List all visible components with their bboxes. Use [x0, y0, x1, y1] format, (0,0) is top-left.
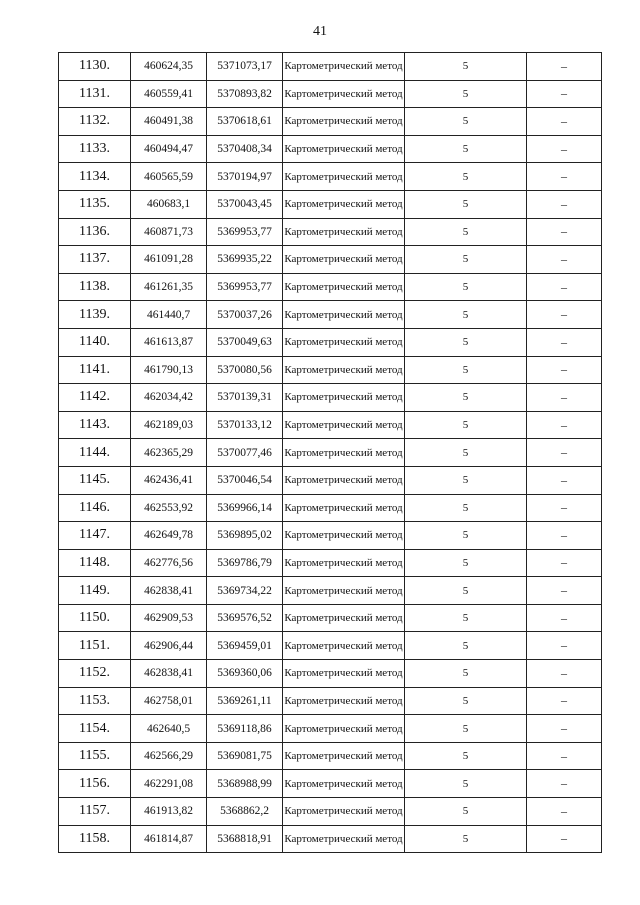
x-coordinate-cell: 461613,87	[131, 328, 207, 356]
accuracy-cell: 5	[405, 522, 527, 550]
method-cell: Картометрический метод	[283, 273, 405, 301]
note-cell: –	[527, 522, 602, 550]
point-number-cell: 1135.	[59, 190, 131, 218]
accuracy-cell: 5	[405, 770, 527, 798]
point-number-cell: 1153.	[59, 687, 131, 715]
method-cell: Картометрический метод	[283, 218, 405, 246]
table-row	[59, 163, 602, 191]
point-number-cell: 1132.	[59, 108, 131, 136]
table-row	[59, 632, 602, 660]
accuracy-cell: 5	[405, 660, 527, 688]
x-coordinate-cell: 462365,29	[131, 439, 207, 467]
method-cell: Картометрический метод	[283, 494, 405, 522]
accuracy-cell: 5	[405, 163, 527, 191]
accuracy-cell: 5	[405, 825, 527, 853]
accuracy-cell: 5	[405, 328, 527, 356]
point-number-cell: 1147.	[59, 522, 131, 550]
method-cell: Картометрический метод	[283, 687, 405, 715]
method-cell: Картометрический метод	[283, 328, 405, 356]
accuracy-cell: 5	[405, 742, 527, 770]
accuracy-cell: 5	[405, 190, 527, 218]
x-coordinate-cell: 462906,44	[131, 632, 207, 660]
table-row	[59, 328, 602, 356]
note-cell: –	[527, 246, 602, 274]
x-coordinate-cell: 460565,59	[131, 163, 207, 191]
page-number: 41	[313, 24, 327, 39]
x-coordinate-cell: 460494,47	[131, 135, 207, 163]
y-coordinate-cell: 5369966,14	[207, 494, 283, 522]
x-coordinate-cell: 461814,87	[131, 825, 207, 853]
y-coordinate-cell: 5370037,26	[207, 301, 283, 329]
accuracy-cell: 5	[405, 80, 527, 108]
point-number-cell: 1145.	[59, 466, 131, 494]
note-cell: –	[527, 163, 602, 191]
accuracy-cell: 5	[405, 108, 527, 136]
point-number-cell: 1143.	[59, 411, 131, 439]
accuracy-cell: 5	[405, 632, 527, 660]
accuracy-cell: 5	[405, 439, 527, 467]
point-number-cell: 1152.	[59, 660, 131, 688]
point-number-cell: 1133.	[59, 135, 131, 163]
x-coordinate-cell: 462649,78	[131, 522, 207, 550]
point-number-cell: 1137.	[59, 246, 131, 274]
method-cell: Картометрический метод	[283, 53, 405, 81]
table-row	[59, 384, 602, 412]
table-row	[59, 246, 602, 274]
x-coordinate-cell: 462758,01	[131, 687, 207, 715]
method-cell: Картометрический метод	[283, 108, 405, 136]
y-coordinate-cell: 5369786,79	[207, 549, 283, 577]
note-cell: –	[527, 660, 602, 688]
note-cell: –	[527, 53, 602, 81]
method-cell: Картометрический метод	[283, 163, 405, 191]
table-row	[59, 80, 602, 108]
note-cell: –	[527, 798, 602, 826]
x-coordinate-cell: 462909,53	[131, 604, 207, 632]
method-cell: Картометрический метод	[283, 825, 405, 853]
method-cell: Картометрический метод	[283, 660, 405, 688]
table-row	[59, 494, 602, 522]
point-number-cell: 1157.	[59, 798, 131, 826]
x-coordinate-cell: 461913,82	[131, 798, 207, 826]
x-coordinate-cell: 462436,41	[131, 466, 207, 494]
accuracy-cell: 5	[405, 549, 527, 577]
y-coordinate-cell: 5369118,86	[207, 715, 283, 743]
accuracy-cell: 5	[405, 715, 527, 743]
point-number-cell: 1140.	[59, 328, 131, 356]
y-coordinate-cell: 5368818,91	[207, 825, 283, 853]
method-cell: Картометрический метод	[283, 798, 405, 826]
table-row	[59, 715, 602, 743]
accuracy-cell: 5	[405, 577, 527, 605]
method-cell: Картометрический метод	[283, 135, 405, 163]
accuracy-cell: 5	[405, 135, 527, 163]
accuracy-cell: 5	[405, 218, 527, 246]
accuracy-cell: 5	[405, 687, 527, 715]
x-coordinate-cell: 462189,03	[131, 411, 207, 439]
note-cell: –	[527, 190, 602, 218]
note-cell: –	[527, 466, 602, 494]
method-cell: Картометрический метод	[283, 301, 405, 329]
coordinates-table	[58, 52, 602, 853]
y-coordinate-cell: 5369953,77	[207, 273, 283, 301]
accuracy-cell: 5	[405, 246, 527, 274]
note-cell: –	[527, 108, 602, 136]
x-coordinate-cell: 460491,38	[131, 108, 207, 136]
method-cell: Картометрический метод	[283, 80, 405, 108]
y-coordinate-cell: 5369261,11	[207, 687, 283, 715]
method-cell: Картометрический метод	[283, 190, 405, 218]
point-number-cell: 1138.	[59, 273, 131, 301]
method-cell: Картометрический метод	[283, 549, 405, 577]
accuracy-cell: 5	[405, 466, 527, 494]
accuracy-cell: 5	[405, 494, 527, 522]
accuracy-cell: 5	[405, 301, 527, 329]
y-coordinate-cell: 5368988,99	[207, 770, 283, 798]
x-coordinate-cell: 462640,5	[131, 715, 207, 743]
point-number-cell: 1148.	[59, 549, 131, 577]
note-cell: –	[527, 301, 602, 329]
note-cell: –	[527, 411, 602, 439]
note-cell: –	[527, 80, 602, 108]
note-cell: –	[527, 439, 602, 467]
method-cell: Картометрический метод	[283, 577, 405, 605]
point-number-cell: 1144.	[59, 439, 131, 467]
point-number-cell: 1149.	[59, 577, 131, 605]
table-row	[59, 439, 602, 467]
point-number-cell: 1130.	[59, 53, 131, 81]
y-coordinate-cell: 5370043,45	[207, 190, 283, 218]
point-number-cell: 1158.	[59, 825, 131, 853]
point-number-cell: 1136.	[59, 218, 131, 246]
method-cell: Картометрический метод	[283, 742, 405, 770]
method-cell: Картометрический метод	[283, 632, 405, 660]
note-cell: –	[527, 356, 602, 384]
table-row	[59, 522, 602, 550]
x-coordinate-cell: 462553,92	[131, 494, 207, 522]
y-coordinate-cell: 5370080,56	[207, 356, 283, 384]
x-coordinate-cell: 461440,7	[131, 301, 207, 329]
table-row	[59, 411, 602, 439]
note-cell: –	[527, 549, 602, 577]
x-coordinate-cell: 460683,1	[131, 190, 207, 218]
accuracy-cell: 5	[405, 273, 527, 301]
accuracy-cell: 5	[405, 384, 527, 412]
accuracy-cell: 5	[405, 411, 527, 439]
note-cell: –	[527, 384, 602, 412]
y-coordinate-cell: 5368862,2	[207, 798, 283, 826]
method-cell: Картометрический метод	[283, 770, 405, 798]
note-cell: –	[527, 632, 602, 660]
method-cell: Картометрический метод	[283, 384, 405, 412]
x-coordinate-cell: 461790,13	[131, 356, 207, 384]
table-row	[59, 356, 602, 384]
table-row	[59, 549, 602, 577]
method-cell: Картометрический метод	[283, 715, 405, 743]
y-coordinate-cell: 5369081,75	[207, 742, 283, 770]
point-number-cell: 1142.	[59, 384, 131, 412]
y-coordinate-cell: 5369459,01	[207, 632, 283, 660]
note-cell: –	[527, 328, 602, 356]
point-number-cell: 1155.	[59, 742, 131, 770]
note-cell: –	[527, 715, 602, 743]
y-coordinate-cell: 5370133,12	[207, 411, 283, 439]
table-row	[59, 687, 602, 715]
point-number-cell: 1134.	[59, 163, 131, 191]
y-coordinate-cell: 5370408,34	[207, 135, 283, 163]
x-coordinate-cell: 462838,41	[131, 660, 207, 688]
table-row	[59, 108, 602, 136]
table-row	[59, 604, 602, 632]
y-coordinate-cell: 5371073,17	[207, 53, 283, 81]
y-coordinate-cell: 5369360,06	[207, 660, 283, 688]
table-row	[59, 770, 602, 798]
x-coordinate-cell: 462291,08	[131, 770, 207, 798]
y-coordinate-cell: 5369734,22	[207, 577, 283, 605]
y-coordinate-cell: 5370618,61	[207, 108, 283, 136]
y-coordinate-cell: 5370049,63	[207, 328, 283, 356]
accuracy-cell: 5	[405, 798, 527, 826]
table-row	[59, 798, 602, 826]
table-row	[59, 825, 602, 853]
note-cell: –	[527, 604, 602, 632]
point-number-cell: 1131.	[59, 80, 131, 108]
table-row	[59, 190, 602, 218]
y-coordinate-cell: 5370893,82	[207, 80, 283, 108]
y-coordinate-cell: 5370046,54	[207, 466, 283, 494]
note-cell: –	[527, 825, 602, 853]
point-number-cell: 1154.	[59, 715, 131, 743]
note-cell: –	[527, 687, 602, 715]
y-coordinate-cell: 5369576,52	[207, 604, 283, 632]
point-number-cell: 1150.	[59, 604, 131, 632]
table-row	[59, 273, 602, 301]
table-row	[59, 135, 602, 163]
note-cell: –	[527, 218, 602, 246]
table-row	[59, 301, 602, 329]
method-cell: Картометрический метод	[283, 522, 405, 550]
table-row	[59, 577, 602, 605]
method-cell: Картометрический метод	[283, 466, 405, 494]
table-body	[59, 53, 602, 853]
x-coordinate-cell: 462034,42	[131, 384, 207, 412]
y-coordinate-cell: 5370077,46	[207, 439, 283, 467]
x-coordinate-cell: 462776,56	[131, 549, 207, 577]
note-cell: –	[527, 273, 602, 301]
x-coordinate-cell: 461091,28	[131, 246, 207, 274]
note-cell: –	[527, 742, 602, 770]
table-row	[59, 53, 602, 81]
x-coordinate-cell: 460871,73	[131, 218, 207, 246]
method-cell: Картометрический метод	[283, 246, 405, 274]
x-coordinate-cell: 461261,35	[131, 273, 207, 301]
point-number-cell: 1146.	[59, 494, 131, 522]
y-coordinate-cell: 5369953,77	[207, 218, 283, 246]
method-cell: Картометрический метод	[283, 439, 405, 467]
note-cell: –	[527, 135, 602, 163]
point-number-cell: 1156.	[59, 770, 131, 798]
x-coordinate-cell: 460624,35	[131, 53, 207, 81]
method-cell: Картометрический метод	[283, 411, 405, 439]
point-number-cell: 1151.	[59, 632, 131, 660]
table-row	[59, 218, 602, 246]
accuracy-cell: 5	[405, 604, 527, 632]
y-coordinate-cell: 5370139,31	[207, 384, 283, 412]
y-coordinate-cell: 5369935,22	[207, 246, 283, 274]
x-coordinate-cell: 462566,29	[131, 742, 207, 770]
y-coordinate-cell: 5370194,97	[207, 163, 283, 191]
point-number-cell: 1141.	[59, 356, 131, 384]
method-cell: Картометрический метод	[283, 604, 405, 632]
note-cell: –	[527, 577, 602, 605]
table-row	[59, 660, 602, 688]
table-row	[59, 466, 602, 494]
note-cell: –	[527, 494, 602, 522]
method-cell: Картометрический метод	[283, 356, 405, 384]
x-coordinate-cell: 462838,41	[131, 577, 207, 605]
table-row	[59, 742, 602, 770]
accuracy-cell: 5	[405, 53, 527, 81]
point-number-cell: 1139.	[59, 301, 131, 329]
x-coordinate-cell: 460559,41	[131, 80, 207, 108]
note-cell: –	[527, 770, 602, 798]
y-coordinate-cell: 5369895,02	[207, 522, 283, 550]
accuracy-cell: 5	[405, 356, 527, 384]
